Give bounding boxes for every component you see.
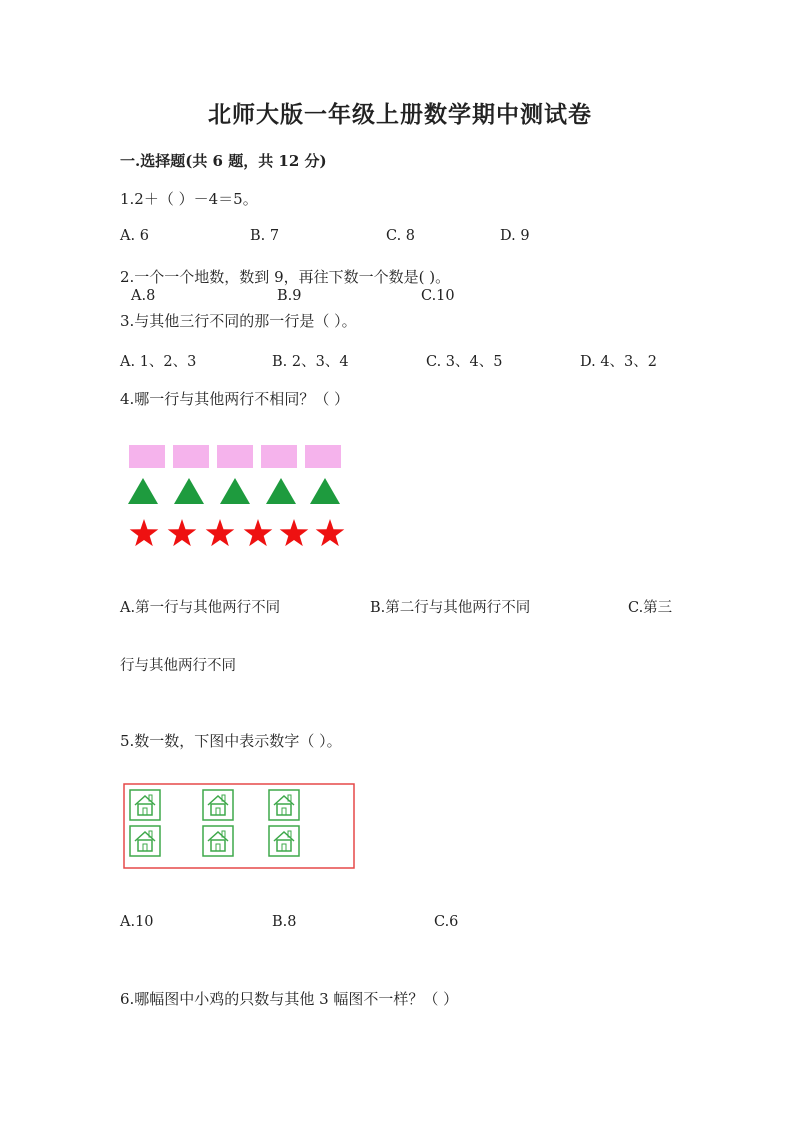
red-star-6 <box>316 519 345 546</box>
rectangle-row <box>129 445 341 468</box>
q3-option-d: D. 4、3、2 <box>580 354 658 370</box>
q5-option-b: B.8 <box>272 914 297 930</box>
question-6-text: 6.哪幅图中小鸡的只数与其他 3 幅图不一样？（ ） <box>120 990 459 1008</box>
red-star-4 <box>244 519 273 546</box>
house-icon <box>269 790 299 820</box>
red-star-2 <box>168 519 197 546</box>
q3-option-c: C. 3、4、5 <box>426 354 503 370</box>
house-icon <box>130 790 160 820</box>
house-icon <box>203 826 233 856</box>
star-row <box>130 519 345 546</box>
page-title: 北师大版一年级上册数学期中测试卷 <box>208 101 592 128</box>
pink-rectangle-3 <box>217 445 253 468</box>
question-1-text: 1.2＋（ ）－4＝5。 <box>120 190 258 208</box>
pink-rectangle-2 <box>173 445 209 468</box>
q1-option-a: A. 6 <box>120 228 149 244</box>
question-3-text: 3.与其他三行不同的那一行是（ ）。 <box>120 312 357 330</box>
question-5-text: 5.数一数，下图中表示数字（ ）。 <box>120 732 342 750</box>
q3-option-b: B. 2、3、4 <box>272 354 349 370</box>
green-triangle-4 <box>266 478 296 504</box>
shape-rows-figure <box>120 436 360 556</box>
pink-rectangle-5 <box>305 445 341 468</box>
green-triangle-2 <box>174 478 204 504</box>
red-star-3 <box>206 519 235 546</box>
pink-rectangle-1 <box>129 445 165 468</box>
pink-rectangle-4 <box>261 445 297 468</box>
green-triangle-3 <box>220 478 250 504</box>
q4-option-c: C.第三 <box>628 600 673 616</box>
q2-option-c: C.10 <box>421 288 455 304</box>
q1-option-d: D. 9 <box>500 228 530 244</box>
triangle-row <box>128 478 340 504</box>
red-star-1 <box>130 519 159 546</box>
q1-option-c: C. 8 <box>386 228 416 244</box>
question-2-text: 2.一个一个地数，数到 9，再往下数一个数是( )。 <box>120 268 451 286</box>
question-4-text: 4.哪一行与其他两行不相同？（ ） <box>120 390 350 408</box>
house-icon <box>203 790 233 820</box>
q2-option-a: A.8 <box>131 288 156 304</box>
q5-option-c: C.6 <box>434 914 459 930</box>
q1-option-b: B. 7 <box>250 228 280 244</box>
house-count-figure <box>120 780 360 872</box>
q5-option-a: A.10 <box>120 914 154 930</box>
house-icon <box>269 826 299 856</box>
q3-option-a: A. 1、2、3 <box>120 354 197 370</box>
q4-option-c-continued: 行与其他两行不同 <box>120 658 236 674</box>
red-star-5 <box>280 519 309 546</box>
q2-option-b: B.9 <box>277 288 302 304</box>
house-icon <box>130 826 160 856</box>
q4-option-b: B.第二行与其他两行不同 <box>370 600 531 616</box>
section-heading: 一.选择题(共 6 题，共 12 分) <box>120 152 327 170</box>
green-triangle-5 <box>310 478 340 504</box>
q4-option-a: A.第一行与其他两行不同 <box>120 600 281 616</box>
green-triangle-1 <box>128 478 158 504</box>
